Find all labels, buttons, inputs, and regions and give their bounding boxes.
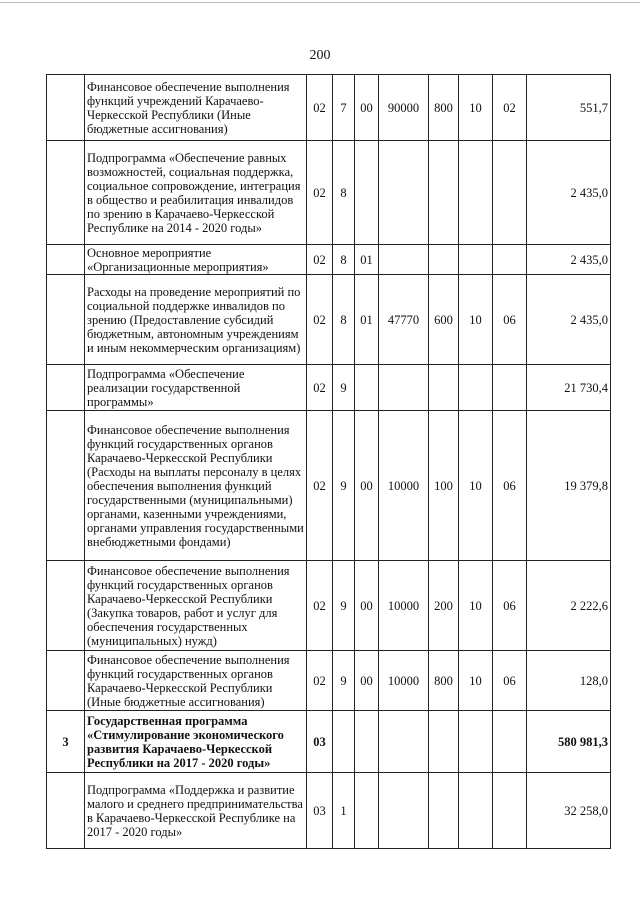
table-row: [47, 651, 611, 711]
amount-cell: 551,7: [527, 75, 611, 141]
code-cell: 02: [307, 75, 333, 141]
code-cell: 02: [307, 141, 333, 245]
code-cell: [379, 245, 429, 275]
table-row: [47, 773, 611, 849]
code-cell: [429, 365, 459, 411]
row-number: [47, 651, 85, 711]
code-cell: [333, 711, 355, 773]
row-name: Подпрограмма «Обеспечение равных возможностей, социальная поддержка, социальное сопровождение, интеграция в общество и реабилитация инвалидов по зрению в Карачаево-Черкесской Республике на 2014 - 2020 годы»: [85, 141, 307, 245]
code-cell: 00: [355, 561, 379, 651]
code-cell: [379, 365, 429, 411]
code-cell: [493, 365, 527, 411]
amount-cell: 2 435,0: [527, 141, 611, 245]
code-cell: 02: [307, 411, 333, 561]
table-row: [47, 411, 611, 561]
code-cell: 10000: [379, 411, 429, 561]
row-number: [47, 141, 85, 245]
code-cell: 10: [459, 651, 493, 711]
code-cell: 10: [459, 561, 493, 651]
code-cell: [379, 141, 429, 245]
code-cell: 03: [307, 773, 333, 849]
code-cell: [493, 711, 527, 773]
row-number: 3: [47, 711, 85, 773]
code-cell: 00: [355, 651, 379, 711]
row-name: Расходы на проведение мероприятий по социальной поддержке инвалидов по зрению (Предоставление субсидий бюджетным, автономным учреждениям и иным некоммерческим организациям): [85, 275, 307, 365]
code-cell: [429, 773, 459, 849]
code-cell: 10: [459, 75, 493, 141]
code-cell: 10000: [379, 651, 429, 711]
code-cell: 9: [333, 411, 355, 561]
row-name: Финансовое обеспечение выполнения функций государственных органов Карачаево-Черкесской Республики (Иные бюджетные ассигнования): [85, 651, 307, 711]
code-cell: 01: [355, 275, 379, 365]
code-cell: 06: [493, 651, 527, 711]
row-number: [47, 365, 85, 411]
code-cell: [355, 365, 379, 411]
code-cell: 800: [429, 75, 459, 141]
row-name: Финансовое обеспечение выполнения функций государственных органов Карачаево-Черкесской Республики (Закупка товаров, работ и услуг для обеспечения государственных (муниципальных) нужд): [85, 561, 307, 651]
code-cell: 01: [355, 245, 379, 275]
row-number: [47, 275, 85, 365]
code-cell: 9: [333, 365, 355, 411]
row-name: Подпрограмма «Поддержка и развитие малого и среднего предпринимательства в Карачаево-Черкесской Республике на 2017 - 2020 годы»: [85, 773, 307, 849]
code-cell: 02: [307, 651, 333, 711]
code-cell: 02: [307, 365, 333, 411]
amount-cell: 580 981,3: [527, 711, 611, 773]
code-cell: 06: [493, 561, 527, 651]
code-cell: [429, 141, 459, 245]
amount-cell: 2 222,6: [527, 561, 611, 651]
top-rule: [0, 2, 640, 3]
code-cell: [459, 141, 493, 245]
row-name: Основное мероприятие «Организационные мероприятия»: [85, 245, 307, 275]
code-cell: [459, 773, 493, 849]
code-cell: 00: [355, 75, 379, 141]
code-cell: [355, 141, 379, 245]
code-cell: 1: [333, 773, 355, 849]
budget-table: [46, 74, 611, 849]
code-cell: [355, 773, 379, 849]
row-name: Финансовое обеспечение выполнения функций учреждений Карачаево-Черкесской Республики (Иные бюджетные ассигнования): [85, 75, 307, 141]
amount-cell: 2 435,0: [527, 275, 611, 365]
code-cell: [459, 711, 493, 773]
code-cell: 02: [307, 561, 333, 651]
code-cell: [379, 773, 429, 849]
amount-cell: 128,0: [527, 651, 611, 711]
code-cell: 200: [429, 561, 459, 651]
amount-cell: 21 730,4: [527, 365, 611, 411]
code-cell: 03: [307, 711, 333, 773]
code-cell: 06: [493, 275, 527, 365]
code-cell: [355, 711, 379, 773]
code-cell: 02: [307, 245, 333, 275]
code-cell: 10: [459, 275, 493, 365]
table-row: [47, 75, 611, 141]
amount-cell: 19 379,8: [527, 411, 611, 561]
row-number: [47, 773, 85, 849]
code-cell: 47770: [379, 275, 429, 365]
code-cell: 00: [355, 411, 379, 561]
code-cell: [429, 711, 459, 773]
row-number: [47, 411, 85, 561]
table-row: [47, 711, 611, 773]
row-name: Государственная программа «Стимулирование экономического развития Карачаево-Черкесской Республики на 2017 - 2020 годы»: [85, 711, 307, 773]
code-cell: 800: [429, 651, 459, 711]
code-cell: [493, 141, 527, 245]
code-cell: 90000: [379, 75, 429, 141]
amount-cell: 2 435,0: [527, 245, 611, 275]
table-row: [47, 275, 611, 365]
code-cell: 10: [459, 411, 493, 561]
row-number: [47, 245, 85, 275]
code-cell: 02: [493, 75, 527, 141]
page-number: 200: [309, 48, 331, 63]
table-row: [47, 561, 611, 651]
code-cell: [459, 365, 493, 411]
code-cell: [459, 245, 493, 275]
table-row: [47, 365, 611, 411]
code-cell: [493, 245, 527, 275]
row-number: [47, 75, 85, 141]
code-cell: 02: [307, 275, 333, 365]
code-cell: 06: [493, 411, 527, 561]
row-name: Подпрограмма «Обеспечение реализации государственной программы»: [85, 365, 307, 411]
code-cell: 10000: [379, 561, 429, 651]
code-cell: 9: [333, 651, 355, 711]
table-row: [47, 245, 611, 275]
row-name: Финансовое обеспечение выполнения функций государственных органов Карачаево-Черкесской Республики (Расходы на выплаты персоналу в целях обеспечения выполнения функций государственными (муниципальными) органами, казенными учреждениями, органами управления государственными внебюджетными фондами): [85, 411, 307, 561]
code-cell: 600: [429, 275, 459, 365]
code-cell: [379, 711, 429, 773]
table-row: [47, 141, 611, 245]
code-cell: 7: [333, 75, 355, 141]
code-cell: 8: [333, 245, 355, 275]
code-cell: [493, 773, 527, 849]
code-cell: 8: [333, 275, 355, 365]
code-cell: 9: [333, 561, 355, 651]
amount-cell: 32 258,0: [527, 773, 611, 849]
row-number: [47, 561, 85, 651]
code-cell: 100: [429, 411, 459, 561]
code-cell: [429, 245, 459, 275]
code-cell: 8: [333, 141, 355, 245]
